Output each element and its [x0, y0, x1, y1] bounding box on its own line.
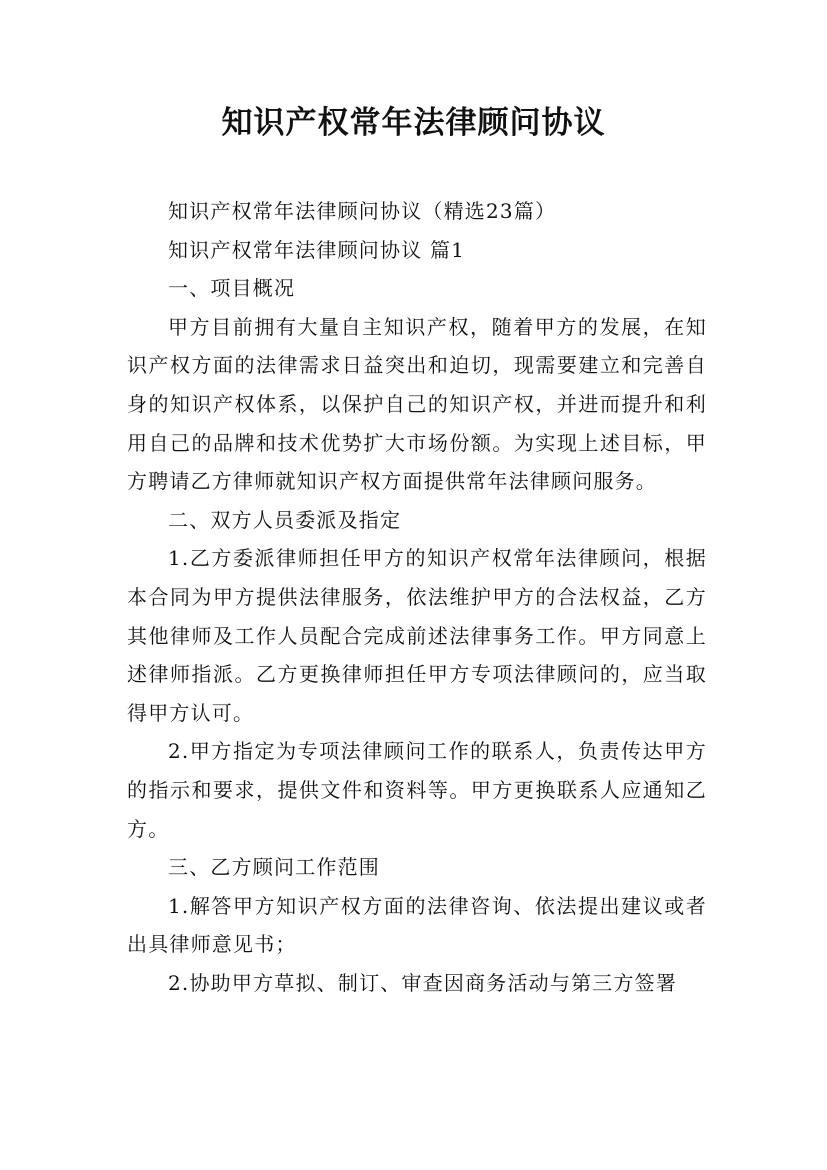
- section-heading: 知识产权常年法律顾问协议 篇1: [168, 237, 466, 262]
- section-heading: 二、双方人员委派及指定: [168, 507, 402, 532]
- section-heading: 一、项目概况: [168, 276, 296, 301]
- body-paragraph: 2.协助甲方草拟、制订、审查因商务活动与第三方签署: [168, 970, 678, 995]
- document-subtitle: 知识产权常年法律顾问协议（精选23篇）: [168, 199, 557, 223]
- section-heading: 三、乙方顾问工作范围: [168, 855, 380, 880]
- body-paragraph: 1.乙方委派律师担任甲方的知识产权常年法律顾问，根据本合同为甲方提供法律服务，依法维护甲方的合法权益，乙方其他律师及工作人员配合完成前述法律事务工作。甲方同意上述律师指派。乙方更换律师担任甲方专项法律顾问的，应当取得甲方认可。: [127, 546, 707, 725]
- body-paragraph: 2.甲方指定为专项法律顾问工作的联系人，负责传达甲方的指示和要求，提供文件和资料等。甲方更换联系人应通知乙方。: [127, 739, 707, 841]
- body-paragraph: 甲方目前拥有大量自主知识产权，随着甲方的发展，在知识产权方面的法律需求日益突出和迫切，现需要建立和完善自身的知识产权体系，以保护自己的知识产权，并进而提升和利用自己的品牌和技术优势扩大市场份额。为实现上述目标，甲方聘请乙方律师就知识产权方面提供常年法律顾问服务。: [127, 314, 707, 494]
- body-paragraph: 1.解答甲方知识产权方面的法律咨询、依法提出建议或者出具律师意见书；: [127, 893, 707, 957]
- document-title: 知识产权常年法律顾问协议: [221, 105, 606, 141]
- document-body: [127, 192, 707, 1002]
